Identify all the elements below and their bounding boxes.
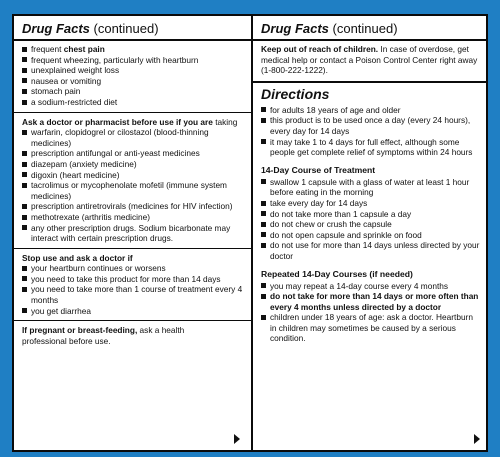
- list-item: tacrolimus or mycophenolate mofetil (immune system medicines): [22, 180, 245, 201]
- right-column: [253, 16, 486, 450]
- list-item: you get diarrhea: [22, 306, 245, 317]
- triangle-right-icon: [474, 434, 480, 444]
- list-item: for adults 18 years of age and older: [261, 105, 480, 116]
- repeat-heading: Repeated 14-Day Courses (if needed): [261, 268, 413, 279]
- list-item: digoxin (heart medicine): [22, 170, 245, 181]
- list-item: prescription antiretrovirals (medicines for HIV infection): [22, 201, 245, 212]
- divider: [14, 248, 251, 249]
- list-item: diazepam (anxiety medicine): [22, 159, 245, 170]
- right-header: Drug Facts (continued): [261, 21, 398, 36]
- pregnant-warning: If pregnant or breast-feeding, ask a health professional before use.: [22, 325, 185, 346]
- intro-list: [22, 44, 245, 108]
- list-item: prescription antifungal or anti-yeast medicines: [22, 148, 245, 159]
- list-item: nausea or vomiting: [22, 76, 245, 87]
- list-item: warfarin, clopidogrel or cilostazol (blood-thinning medicines): [22, 127, 245, 148]
- keep-out-of-reach: Keep out of reach of children. In case of overdose, get medical help or contact a Poison Control Center right away (1-800-222-1222).: [261, 44, 478, 76]
- list-item: unexplained weight loss: [22, 65, 245, 76]
- list-item: do not open capsule and sprinkle on food: [261, 230, 480, 241]
- list-item: methotrexate (arthritis medicine): [22, 212, 245, 223]
- directions-title: Directions: [261, 85, 330, 102]
- list-item: do not chew or crush the capsule: [261, 219, 480, 230]
- list-item: a sodium-restricted diet: [22, 97, 245, 108]
- ask-list: [22, 127, 245, 244]
- ask-doctor-heading: Ask a doctor or pharmacist before use if you are taking: [22, 116, 238, 127]
- repeat-list: [261, 281, 480, 313]
- list-item: frequent wheezing, particularly with heartburn: [22, 55, 245, 66]
- children-list: [261, 312, 480, 344]
- list-item: any other prescription drugs. Sodium bicarbonate may interact with certain prescription drugs.: [22, 223, 245, 244]
- list-item: take every day for 14 days: [261, 198, 480, 209]
- left-header: Drug Facts (continued): [22, 21, 159, 36]
- list-item: frequent chest pain: [22, 44, 245, 55]
- list-item: do not use for more than 14 days unless directed by your doctor: [261, 240, 480, 261]
- course-list: [261, 177, 480, 262]
- list-item: do not take for more than 14 days or more often than every 4 months unless directed by a doctor: [261, 291, 480, 312]
- left-column: [14, 16, 251, 450]
- list-item: you may repeat a 14-day course every 4 months: [261, 281, 480, 292]
- list-item: do not take more than 1 capsule a day: [261, 209, 480, 220]
- divider: [253, 81, 486, 83]
- list-item: you need to take this product for more than 14 days: [22, 274, 245, 285]
- divider: [14, 39, 251, 41]
- list-item: you need to take more than 1 course of treatment every 4 months: [22, 284, 245, 305]
- list-item: children under 18 years of age: ask a doctor. Heartburn in children may sometimes be caused by a serious condition.: [261, 312, 480, 344]
- list-item: this product is to be used once a day (every 24 hours), every day for 14 days: [261, 115, 480, 136]
- list-item: swallow 1 capsule with a glass of water at least 1 hour before eating in the morning: [261, 177, 480, 198]
- stop-list: [22, 263, 245, 316]
- divider: [253, 39, 486, 41]
- divider: [14, 320, 251, 321]
- divider: [14, 112, 251, 113]
- list-item: it may take 1 to 4 days for full effect, although some people get complete relief of symptoms within 24 hours: [261, 137, 480, 158]
- drug-facts-panel: [12, 14, 488, 452]
- directions-list: [261, 105, 480, 158]
- list-item: stomach pain: [22, 86, 245, 97]
- triangle-right-icon: [234, 434, 240, 444]
- stop-use-heading: Stop use and ask a doctor if: [22, 252, 133, 263]
- list-item: your heartburn continues or worsens: [22, 263, 245, 274]
- course-heading: 14-Day Course of Treatment: [261, 164, 376, 175]
